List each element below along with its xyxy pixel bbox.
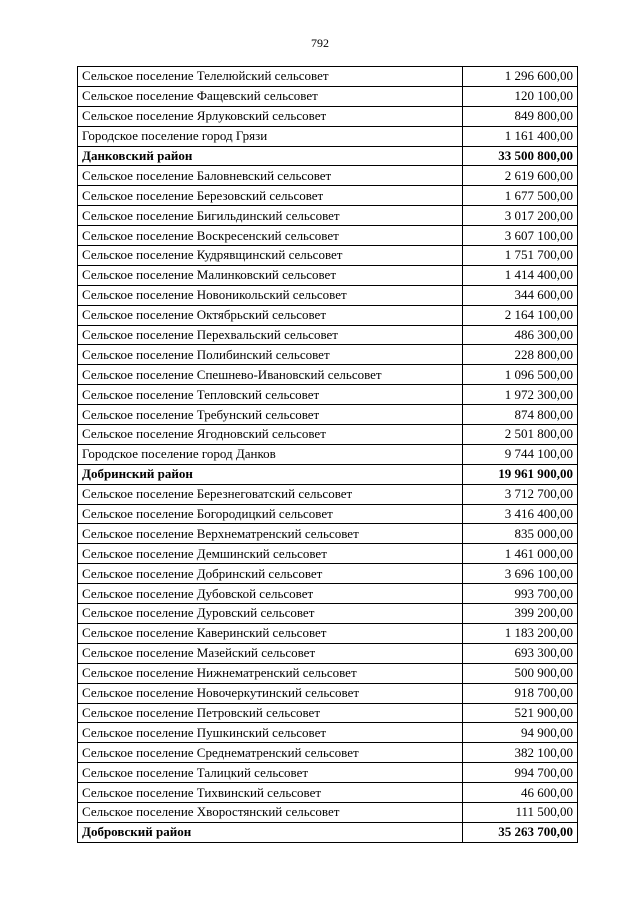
table-row <box>78 405 578 425</box>
amount-cell: 228 800,00 <box>463 345 578 365</box>
settlement-name-cell: Сельское поселение Перехвальский сельсовет <box>78 325 463 345</box>
district-amount-cell: 19 961 900,00 <box>463 464 578 484</box>
amount-cell: 1 414 400,00 <box>463 265 578 285</box>
settlement-name-cell: Сельское поселение Бигильдинский сельсовет <box>78 206 463 226</box>
table-row <box>78 544 578 564</box>
settlement-name-cell: Сельское поселение Полибинский сельсовет <box>78 345 463 365</box>
settlement-name-cell: Сельское поселение Новочеркутинский сельсовет <box>78 683 463 703</box>
settlement-name-cell: Сельское поселение Ярлуковский сельсовет <box>78 106 463 126</box>
amount-cell: 2 164 100,00 <box>463 305 578 325</box>
table-row <box>78 425 578 445</box>
amount-cell: 94 900,00 <box>463 723 578 743</box>
amount-cell: 3 712 700,00 <box>463 484 578 504</box>
table-row <box>78 604 578 624</box>
settlement-name-cell: Сельское поселение Тихвинский сельсовет <box>78 783 463 803</box>
settlement-name-cell: Городское поселение город Грязи <box>78 126 463 146</box>
table-row <box>78 186 578 206</box>
amount-cell: 918 700,00 <box>463 683 578 703</box>
amount-cell: 1 751 700,00 <box>463 246 578 266</box>
table-row <box>78 67 578 87</box>
table-row <box>78 763 578 783</box>
table-row <box>78 584 578 604</box>
settlement-name-cell: Сельское поселение Хворостянский сельсовет <box>78 802 463 822</box>
amount-cell: 3 017 200,00 <box>463 206 578 226</box>
amount-cell: 3 607 100,00 <box>463 226 578 246</box>
table-row <box>78 385 578 405</box>
amount-cell: 521 900,00 <box>463 703 578 723</box>
amount-cell: 1 296 600,00 <box>463 67 578 87</box>
table-row <box>78 643 578 663</box>
amount-cell: 1 183 200,00 <box>463 623 578 643</box>
amount-cell: 1 972 300,00 <box>463 385 578 405</box>
table-row <box>78 564 578 584</box>
district-total-row <box>78 822 578 842</box>
table-row <box>78 285 578 305</box>
amount-cell: 993 700,00 <box>463 584 578 604</box>
table-row <box>78 246 578 266</box>
amount-cell: 1 161 400,00 <box>463 126 578 146</box>
table-row <box>78 484 578 504</box>
settlement-name-cell: Сельское поселение Фащевский сельсовет <box>78 86 463 106</box>
table-row <box>78 723 578 743</box>
table-row <box>78 444 578 464</box>
table-row <box>78 783 578 803</box>
settlement-name-cell: Сельское поселение Требунский сельсовет <box>78 405 463 425</box>
table-row <box>78 504 578 524</box>
amount-cell: 344 600,00 <box>463 285 578 305</box>
settlement-name-cell: Сельское поселение Ягодновский сельсовет <box>78 425 463 445</box>
settlement-name-cell: Сельское поселение Тепловский сельсовет <box>78 385 463 405</box>
amount-cell: 500 900,00 <box>463 663 578 683</box>
table-row <box>78 623 578 643</box>
settlement-name-cell: Сельское поселение Каверинский сельсовет <box>78 623 463 643</box>
table-row <box>78 345 578 365</box>
settlement-name-cell: Сельское поселение Березовский сельсовет <box>78 186 463 206</box>
amount-cell: 2 501 800,00 <box>463 425 578 445</box>
settlement-name-cell: Сельское поселение Мазейский сельсовет <box>78 643 463 663</box>
amount-cell: 874 800,00 <box>463 405 578 425</box>
settlement-name-cell: Сельское поселение Пушкинский сельсовет <box>78 723 463 743</box>
amount-cell: 399 200,00 <box>463 604 578 624</box>
district-total-row <box>78 464 578 484</box>
amount-cell: 1 677 500,00 <box>463 186 578 206</box>
settlement-name-cell: Сельское поселение Нижнематренский сельсовет <box>78 663 463 683</box>
district-total-row <box>78 146 578 166</box>
table-row <box>78 106 578 126</box>
settlement-name-cell: Сельское поселение Дубовской сельсовет <box>78 584 463 604</box>
amount-cell: 2 619 600,00 <box>463 166 578 186</box>
table-row <box>78 365 578 385</box>
district-name-cell: Добровский район <box>78 822 463 842</box>
amount-cell: 835 000,00 <box>463 524 578 544</box>
amount-cell: 1 461 000,00 <box>463 544 578 564</box>
table-row <box>78 703 578 723</box>
settlement-name-cell: Сельское поселение Добринский сельсовет <box>78 564 463 584</box>
amount-cell: 486 300,00 <box>463 325 578 345</box>
amount-cell: 46 600,00 <box>463 783 578 803</box>
table-row <box>78 663 578 683</box>
settlement-name-cell: Сельское поселение Верхнематренский сельсовет <box>78 524 463 544</box>
settlement-name-cell: Сельское поселение Среднематренский сельсовет <box>78 743 463 763</box>
amount-cell: 994 700,00 <box>463 763 578 783</box>
settlement-name-cell: Сельское поселение Дуровский сельсовет <box>78 604 463 624</box>
amount-cell: 3 696 100,00 <box>463 564 578 584</box>
table-row <box>78 226 578 246</box>
settlement-name-cell: Сельское поселение Березнеговатский сельсовет <box>78 484 463 504</box>
settlement-name-cell: Сельское поселение Спешнево-Ивановский сельсовет <box>78 365 463 385</box>
settlement-name-cell: Сельское поселение Талицкий сельсовет <box>78 763 463 783</box>
budget-table <box>77 66 578 843</box>
table-row <box>78 743 578 763</box>
amount-cell: 120 100,00 <box>463 86 578 106</box>
settlement-name-cell: Сельское поселение Новоникольский сельсовет <box>78 285 463 305</box>
amount-cell: 849 800,00 <box>463 106 578 126</box>
settlement-name-cell: Сельское поселение Кудрявщинский сельсовет <box>78 246 463 266</box>
table-row <box>78 524 578 544</box>
table-row <box>78 265 578 285</box>
page-number: 792 <box>311 36 329 50</box>
district-amount-cell: 35 263 700,00 <box>463 822 578 842</box>
settlement-name-cell: Сельское поселение Малинковский сельсовет <box>78 265 463 285</box>
table-row <box>78 802 578 822</box>
table-row <box>78 325 578 345</box>
settlement-name-cell: Городское поселение город Данков <box>78 444 463 464</box>
settlement-name-cell: Сельское поселение Баловневский сельсовет <box>78 166 463 186</box>
district-name-cell: Добринский район <box>78 464 463 484</box>
settlement-name-cell: Сельское поселение Воскресенский сельсовет <box>78 226 463 246</box>
amount-cell: 1 096 500,00 <box>463 365 578 385</box>
amount-cell: 382 100,00 <box>463 743 578 763</box>
district-amount-cell: 33 500 800,00 <box>463 146 578 166</box>
table-row <box>78 305 578 325</box>
settlement-name-cell: Сельское поселение Демшинский сельсовет <box>78 544 463 564</box>
district-name-cell: Данковский район <box>78 146 463 166</box>
table-row <box>78 206 578 226</box>
settlement-name-cell: Сельское поселение Петровский сельсовет <box>78 703 463 723</box>
table-row <box>78 126 578 146</box>
table-row <box>78 683 578 703</box>
settlement-name-cell: Сельское поселение Богородицкий сельсовет <box>78 504 463 524</box>
budget-table-body <box>78 67 578 843</box>
table-row <box>78 86 578 106</box>
settlement-name-cell: Сельское поселение Октябрьский сельсовет <box>78 305 463 325</box>
table-row <box>78 166 578 186</box>
amount-cell: 3 416 400,00 <box>463 504 578 524</box>
amount-cell: 111 500,00 <box>463 802 578 822</box>
amount-cell: 9 744 100,00 <box>463 444 578 464</box>
amount-cell: 693 300,00 <box>463 643 578 663</box>
settlement-name-cell: Сельское поселение Телелюйский сельсовет <box>78 67 463 87</box>
